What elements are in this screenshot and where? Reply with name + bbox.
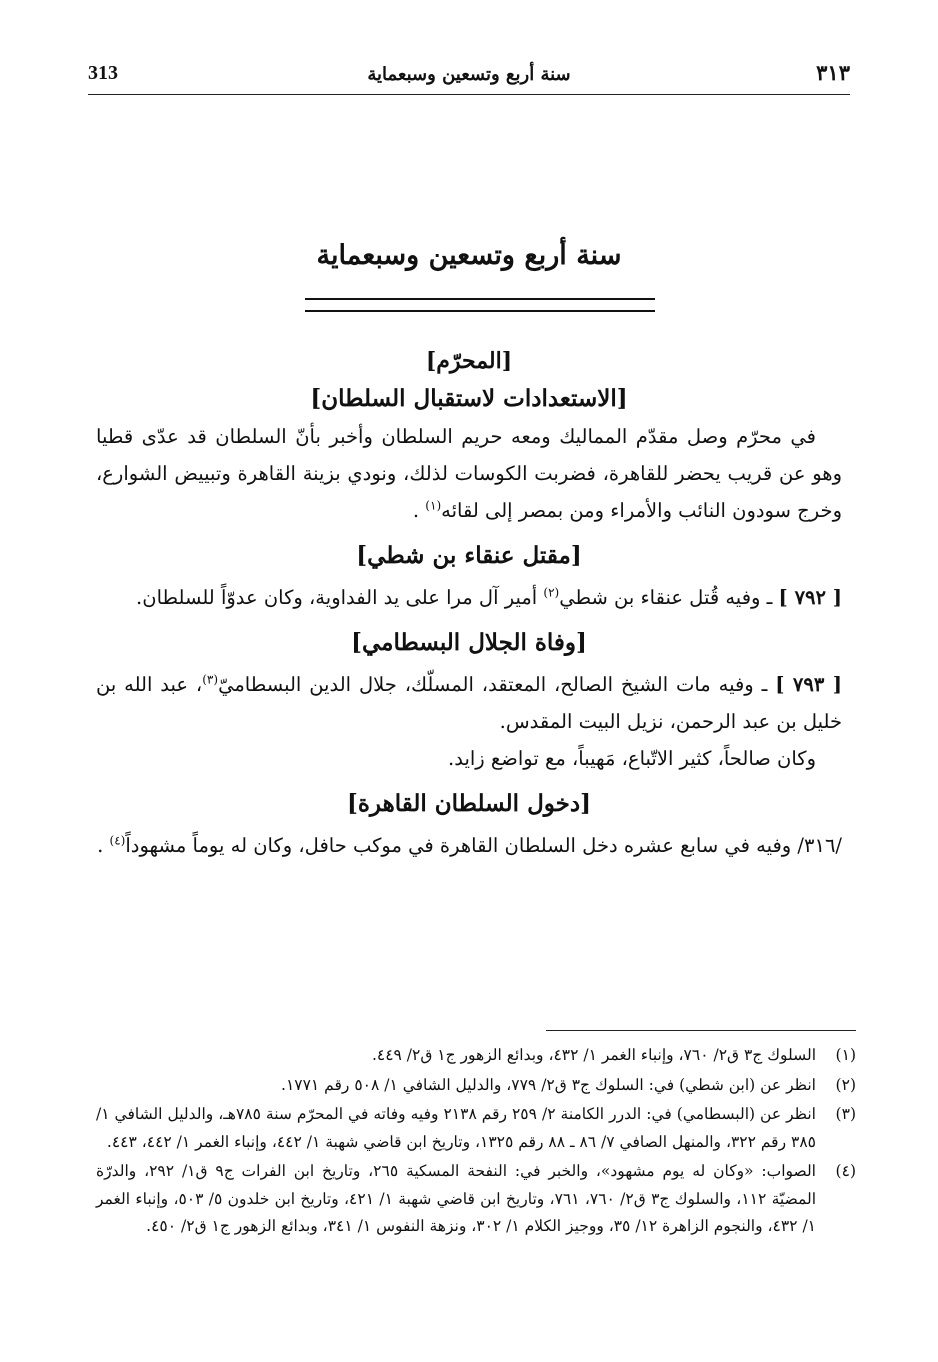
paragraph-preparations [96, 418, 842, 529]
entry-793 [96, 666, 842, 740]
footnote-mark: (١) [835, 1046, 856, 1064]
footnote-2 [96, 1072, 856, 1100]
title-double-rule [305, 298, 655, 312]
paragraph-text: /٣١٦/ وفيه في سابع عشره دخل السلطان القاهرة في موكب حافل، وكان له يوماً مشهوداً [125, 834, 842, 857]
footnote-list [96, 1042, 856, 1243]
entry-text-cont: أمير آل مرا على يد الفداوية، وكان عدوّاً للسلطان. [136, 586, 544, 609]
footnote-ref-3[interactable]: (٣) [202, 672, 219, 687]
paragraph-text: في محرّم وصل مقدّم المماليك ومعه حريم السلطان وأخبر بأنّ السلطان قد عدّى قطيا وهو عن قريب يحضر للقاهرة، فضربت الكوسات لذلك، ونودي بزينة القاهرة وتبييض الشوارع، وخرج سودون النائب والأمراء ومن بمصر إلى لقائه [96, 425, 842, 522]
footnote-mark: (٢) [835, 1075, 856, 1094]
footnote-text: انظر عن (ابن شطي) في: السلوك ج٣ ق٢/ ٧٧٩، والدليل الشافي ١/ ٥٠٨ رقم ١٧٧١. [281, 1075, 816, 1094]
entry-792 [96, 579, 842, 616]
paragraph-entry-cairo [96, 827, 842, 864]
chapter-title: سنة أربع وتسعين وسبعماية [316, 240, 622, 271]
entry-text-cont: ، عبد الله بن خليل بن عبد الرحمن، نزيل البيت المقدس. [96, 673, 842, 733]
footnote-ref-2[interactable]: (٢) [543, 585, 560, 600]
footnote-3 [96, 1101, 856, 1156]
entry-text: ـ وفيه مات الشيخ الصالح، المعتقد، المسلّك، جلال الدين البسطاميّ [218, 673, 776, 696]
footnote-rule [546, 1030, 856, 1031]
section-heading-death: [وفاة الجلال البسطامي] [351, 629, 587, 656]
footnote-ref-4[interactable]: (٤) [109, 833, 126, 848]
entry-793-continuation: وكان صالحاً، كثير الاتّباع، مَهيباً، مع تواضع زايد. [448, 747, 816, 770]
entry-number: [ ٧٩٢ ] [778, 586, 842, 609]
running-header [88, 60, 850, 96]
section-heading-killing: [مقتل عنقاء بن شطي] [356, 542, 582, 569]
entry-text: ـ وفيه قُتل عنقاء بن شطي [559, 586, 779, 609]
footnote-4 [96, 1158, 856, 1241]
page-number-arabic: ٣١٣ [816, 60, 850, 85]
footnote-text: انظر عن (البسطامي) في: الدرر الكامنة ٢/ ٢٥٩ رقم ٢١٣٨ وفيه وفاته في المحرّم سنة ٧٨٥هـ، والدليل الشافي ١/ ٣٨٥ رقم ٣٢٢، والمنهل الصافي ٧/ ٨٦ ـ ٨٨ رقم ١٣٢٥، وتاريخ ابن قاضي شهبة ١/ ٤٤٢، وإنباء الغمر ١/ ٤٤٢، ٤٤٣. [96, 1105, 816, 1151]
page-number-latin: 313 [88, 62, 118, 84]
footnote-1 [96, 1042, 856, 1070]
footnote-mark: (٤) [835, 1162, 856, 1180]
paragraph-end: . [412, 499, 426, 522]
footnote-text: الصواب: «وكان له يوم مشهود»، والخبر في: النفحة المسكية ٢٦٥، وتاريخ ابن الفرات ج٩ ق١/ ٢٩٢، والدرّة المضيّة ١١٢، والسلوك ج٣ ق٢/ ٧٦٠، ٧٦١، وتاريخ ابن قاضي شهبة ١/ ٤٢١، وتاريخ ابن خلدون ٥/ ٥٠٣، وإنباء الغمر ١/ ٤٣٢، والنجوم الزاهرة ١٢/ ٣٥، ووجيز الكلام ١/ ٣٠٢، ونزهة النفوس ١/ ٣٤١، وبدائع الزهور ج١ ق٢/ ٤٥٠. [96, 1162, 817, 1235]
paragraph-end: . [97, 834, 110, 857]
section-heading-entry: [دخول السلطان القاهرة] [346, 790, 592, 817]
entry-number: [ ٧٩٣ ] [775, 673, 843, 696]
footnote-ref-1[interactable]: (١) [425, 498, 442, 513]
header-rule [88, 94, 850, 95]
section-heading-preparations: [الاستعدادات لاستقبال السلطان] [310, 385, 628, 412]
month-heading: [المحرّم] [425, 348, 513, 374]
main-text [96, 340, 842, 864]
footnote-mark: (٣) [835, 1105, 856, 1123]
footnote-text: السلوك ج٣ ق٢/ ٧٦٠، وإنباء الغمر ١/ ٤٣٢، وبدائع الزهور ج١ ق٢/ ٤٤٩. [371, 1046, 816, 1064]
running-title: سنة أربع وتسعين وسبعماية [367, 64, 571, 85]
